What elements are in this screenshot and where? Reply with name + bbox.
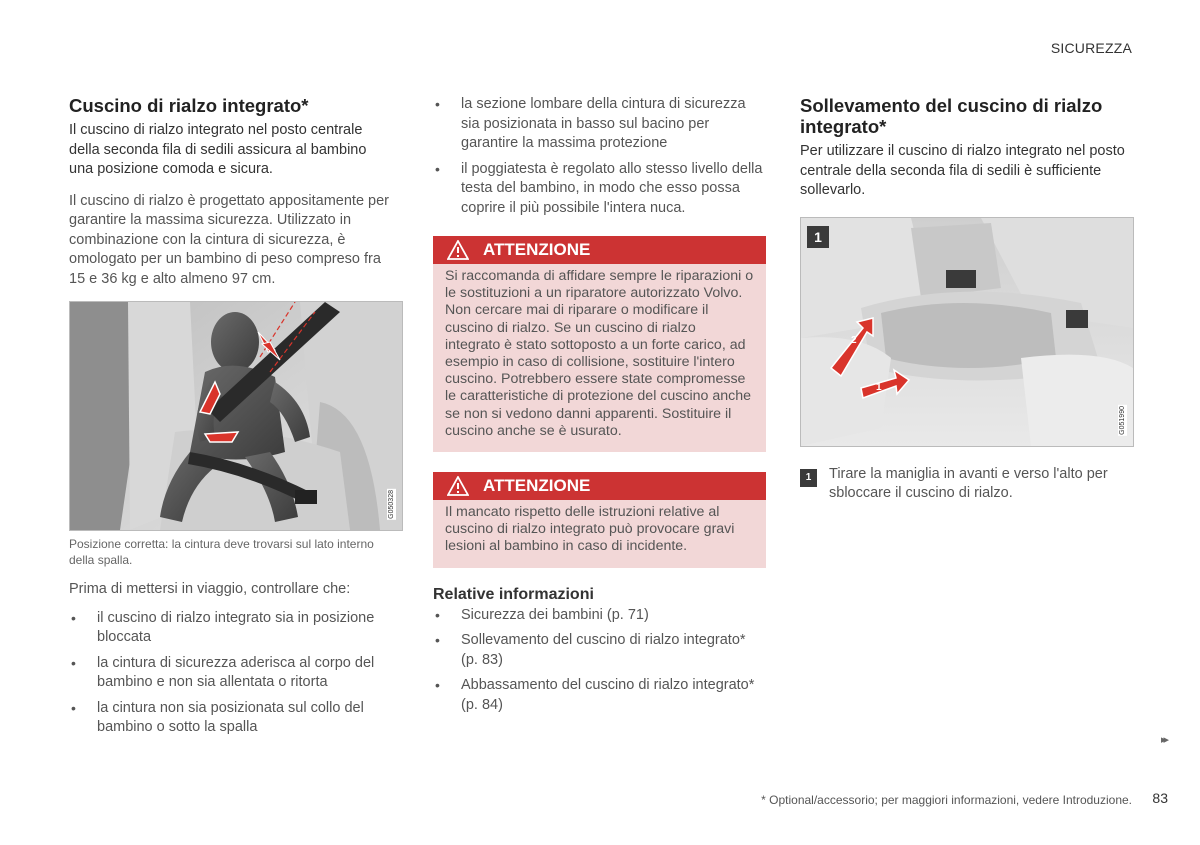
body-paragraph: Il cuscino di rialzo è progettato appositamente per garantire la massima sicurezza. Utilizzato in combinazione con la cintura di sicurezza, è omologato per un bambino di peso compreso fra 15 e 36 kg e alto almeno 97 cm. <box>69 192 389 287</box>
booster-lift-illustration <box>800 217 1134 447</box>
figure-step-badge: 1 <box>807 226 829 248</box>
checklist <box>69 609 394 738</box>
continue-arrow-icon: ▸▸ <box>1160 734 1166 746</box>
column-middle <box>433 95 766 721</box>
related-title: Relative informazioni <box>433 585 594 603</box>
list-item: • la sezione lombare della cintura di sicurezza sia posizionata in basso sul bacino per garantire la massima protezione <box>433 95 766 154</box>
list-item: • il poggiatesta è regolato allo stesso livello della testa del bambino, in modo che esso possa coprire il più possibile l'intera nuca. <box>433 160 766 219</box>
page-number: 83 <box>1152 790 1168 806</box>
checklist-intro: Prima di mettersi in viaggio, controllare che: <box>69 581 351 597</box>
figure-code: G051990 <box>1119 405 1126 435</box>
warning-header <box>433 236 766 264</box>
figure-caption: Posizione corretta: la cintura deve trovarsi sul lato interno della spalla. <box>69 537 374 567</box>
footnote: * Optional/accessorio; per maggiori informazioni, vedere Introduzione. <box>761 793 1132 807</box>
seat-drawing <box>801 218 1133 446</box>
child-dummy-drawing <box>70 302 402 530</box>
warning-box <box>433 472 766 568</box>
lead-paragraph: Per utilizzare il cuscino di rialzo integrato nel posto centrale della seconda fila di sedili è sufficiente sollevarlo. <box>800 143 1125 198</box>
list-item: • la cintura non sia posizionata sul collo del bambino o sotto la spalla <box>69 699 394 738</box>
related-links <box>433 606 766 716</box>
list-item: • il cuscino di rialzo integrato sia in posizione bloccata <box>69 609 394 648</box>
list-item: • la cintura di sicurezza aderisca al corpo del bambino e non sia allentata o ritorta <box>69 654 394 693</box>
warning-box <box>433 236 766 452</box>
instruction-step <box>800 465 1134 504</box>
warning-text: Si raccomanda di affidare sempre le riparazioni o le sostituzioni a un riparatore autorizzato Volvo. Non cercare mai di riparare o modificare il cuscino di rialzo. Se un cuscino di rialzo integrato è stato sottoposto a un forte carico, ad esempio in caso di collisione, sostituire l'intero cuscino. Potrebbero essere state compromesse le caratteristiche di protezione del cuscino anche se non si vedono danni apparenti. Sostituire il cuscino anche se è usurato. <box>445 268 754 439</box>
warning-text: Il mancato rispetto delle istruzioni relative al cuscino di rialzo integrato può provocare gravi lesioni al bambino in caso di incidente. <box>445 504 735 555</box>
step-number: 1 <box>800 469 817 487</box>
related-link[interactable]: • Sicurezza dei bambini (p. 71) <box>433 606 766 626</box>
warning-triangle-icon <box>447 476 469 496</box>
warning-triangle-icon <box>447 240 469 260</box>
child-seat-illustration <box>69 301 403 531</box>
section-title: Sollevamento del cuscino di rialzo integrato* <box>800 95 1103 137</box>
column-left <box>69 95 394 744</box>
arrow-label-2: 2 <box>851 334 857 346</box>
related-link[interactable]: • Abbassamento del cuscino di rialzo integrato* (p. 84) <box>433 676 766 715</box>
column-right <box>800 95 1134 504</box>
step-text: Tirare la maniglia in avanti e verso l'alto per sbloccare il cuscino di rialzo. <box>829 465 1108 501</box>
warning-title: ATTENZIONE <box>483 476 591 496</box>
warning-title: ATTENZIONE <box>483 240 591 259</box>
related-link[interactable]: • Sollevamento del cuscino di rialzo integrato* (p. 83) <box>433 631 766 670</box>
warning-header <box>433 472 766 500</box>
figure-code: G050328 <box>388 490 395 519</box>
checklist-continued <box>433 95 766 218</box>
section-title: Cuscino di rialzo integrato* <box>69 95 309 116</box>
lead-paragraph: Il cuscino di rialzo integrato nel posto centrale della seconda fila di sedili assicura al bambino una posizione comoda e sicura. <box>69 122 367 177</box>
arrow-label-1: 1 <box>876 381 882 393</box>
section-label: SICUREZZA <box>1050 40 1132 56</box>
